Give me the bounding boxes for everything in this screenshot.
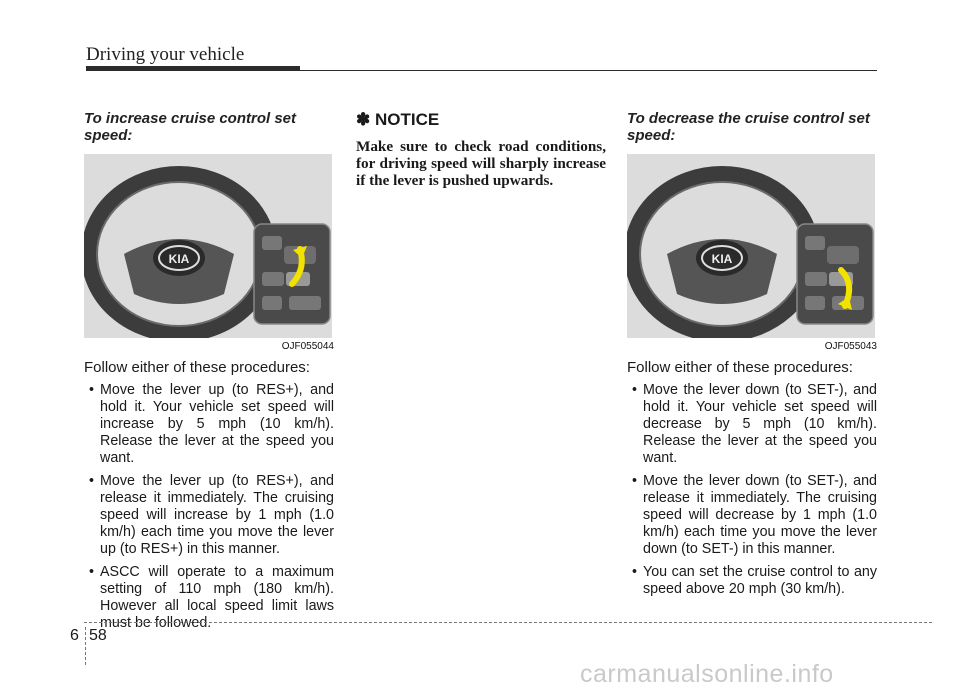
steering-wheel-illustration [84,154,332,338]
header-rule-thick [86,66,300,71]
notice-title: ✽ NOTICE [356,110,440,129]
list-item: • ASCC will operate to a maximum setting of 110 mph (180 km/h). However all local speed limit laws must be followed. [84,564,334,632]
figure-code: OJF055043 [824,341,877,352]
kia-logo-text: KIA [711,252,733,266]
kia-logo-text: KIA [168,252,190,266]
footer-divider [85,627,86,665]
header-rule-thin [300,70,877,71]
right-column [627,110,877,604]
header-title: Driving your vehicle [86,44,245,65]
procedure-intro: Follow either of these procedures: [84,359,310,376]
left-column [84,110,334,638]
notice-text: Make sure to check road conditions, for driving speed will sharply increase if the lever is pushed upwards. [356,138,606,189]
steering-wheel-figure-decrease [627,154,875,338]
page-section: 6 [70,627,79,644]
list-item: • Move the lever up (to RES+), and hold it. Your vehicle set speed will increase by 5 mph (10 km/h). Release the lever at the speed you want. [84,382,334,467]
steering-wheel-figure-increase [84,154,332,338]
list-item: • You can set the cruise control to any speed above 20 mph (30 km/h). [627,564,877,598]
list-item: • Move the lever down (to SET-), and release it immediately. The cruising speed will decrease by 1 mph (1.0 km/h) each time you move the lever down (to SET-) in this manner. [627,473,877,558]
increase-procedure-list [84,382,334,632]
increase-heading: To increase cruise control set speed: [84,110,297,144]
page-number: 58 [89,627,107,644]
footer-rule [84,622,932,623]
decrease-procedure-list [627,382,877,598]
list-item: • Move the lever up (to RES+), and release it immediately. The cruising speed will increase by 1 mph (1.0 km/h) each time you move the lever up (to RES+) in this manner. [84,473,334,558]
figure-code: OJF055044 [281,341,334,352]
middle-column [356,110,606,189]
watermark: carmanualsonline.info [580,660,834,688]
decrease-heading: To decrease the cruise control set speed: [627,110,870,144]
list-item: • Move the lever down (to SET-), and hold it. Your vehicle set speed will decrease by 5 mph (10 km/h). Release the lever at the speed you want. [627,382,877,467]
procedure-intro: Follow either of these procedures: [627,359,853,376]
steering-wheel-illustration [627,154,875,338]
